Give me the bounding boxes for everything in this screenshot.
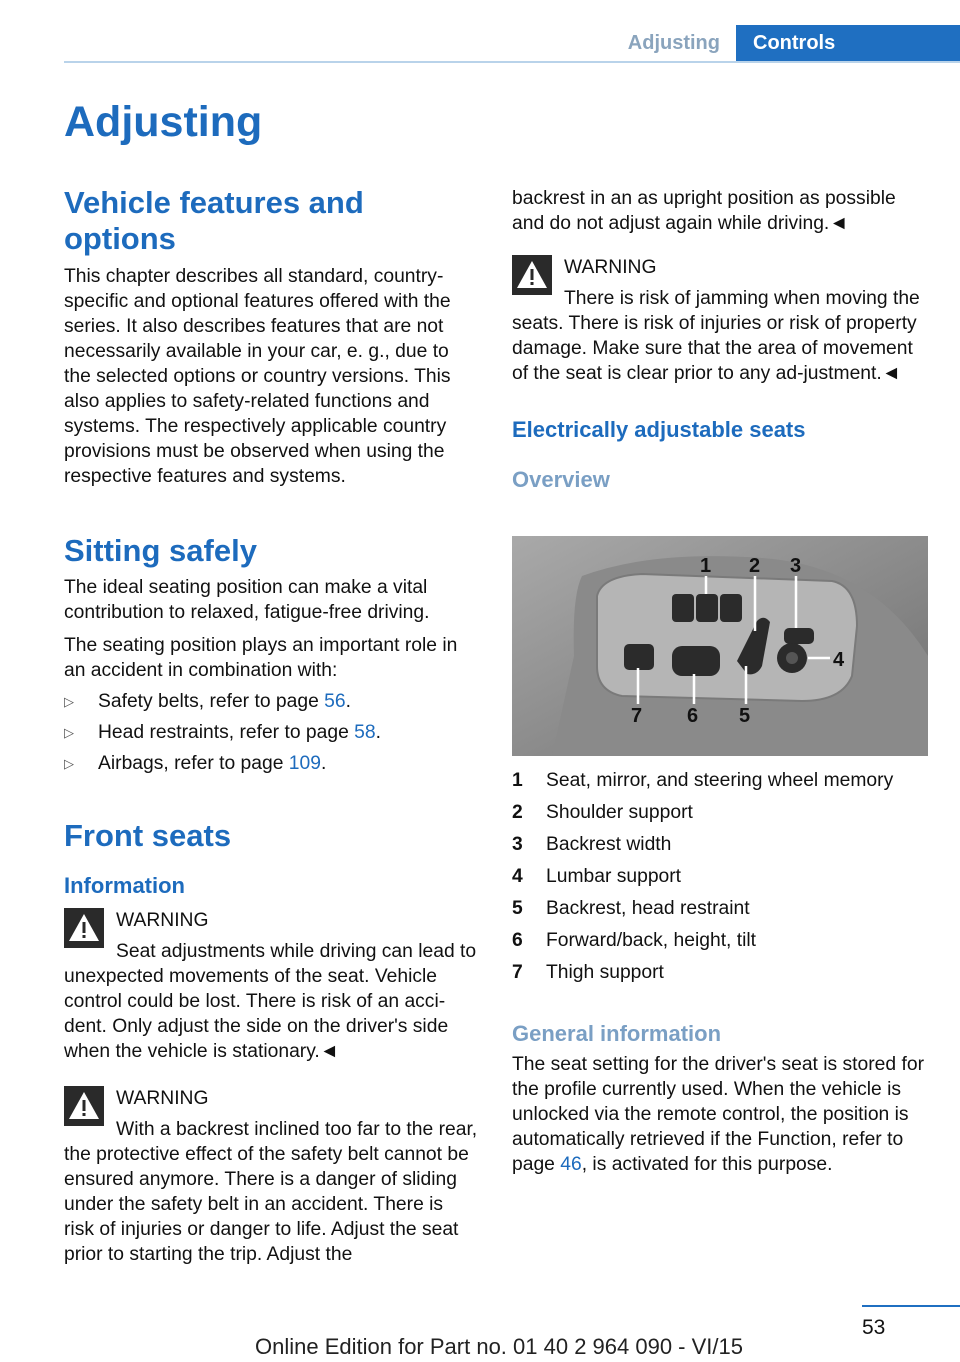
legend-text: Backrest width bbox=[546, 834, 672, 855]
list-item bbox=[512, 896, 932, 928]
warning-triangle-icon bbox=[64, 1086, 104, 1126]
page-link[interactable]: 46 bbox=[560, 1154, 582, 1175]
legend-text: Seat, mirror, and steering wheel memory bbox=[546, 770, 894, 791]
bullet-triangle-icon: ▷ bbox=[64, 694, 74, 709]
callout-5: 5 bbox=[739, 705, 751, 727]
footer-edition: Online Edition for Part no. 01 40 2 964 090 - VI/15 bbox=[255, 1334, 743, 1359]
warning-text: Seat adjustments while driving can lead to unexpected movements of the seat. Vehicle control could be lost. There is risk of an acci-dent. Only adjust the side on the driver's side when the vehicle is stationary.◄ bbox=[64, 941, 477, 1062]
information-heading: Information bbox=[64, 873, 185, 898]
callout-3: 3 bbox=[790, 555, 802, 577]
warning-label: WARNING bbox=[116, 1088, 209, 1109]
list-item: ▷ Airbags, refer to page 109. bbox=[64, 753, 327, 774]
legend-number: 1 bbox=[512, 770, 523, 791]
list-item bbox=[512, 768, 932, 800]
callout-6: 6 bbox=[687, 705, 699, 727]
bullet-triangle-icon: ▷ bbox=[64, 725, 74, 740]
warning-label: WARNING bbox=[564, 257, 657, 278]
vehicle-features-heading: Vehicle features and options bbox=[64, 185, 364, 256]
footer-rule bbox=[862, 1305, 960, 1307]
general-text-before: The seat setting for the driver's seat is stored for the profile currently used. When the vehicle is unlocked via the remote control, the position is automatically retrieved if the Function, refer to page bbox=[512, 1054, 924, 1175]
bullet-text: Safety belts, refer to page bbox=[98, 691, 325, 712]
warning-label: WARNING bbox=[116, 910, 209, 931]
legend-number: 4 bbox=[512, 866, 523, 887]
legend-text: Lumbar support bbox=[546, 866, 682, 887]
callout-1: 1 bbox=[700, 555, 712, 577]
warning-block-2 bbox=[64, 1086, 478, 1267]
legend-text: Backrest, head restraint bbox=[546, 898, 750, 919]
callout-4: 4 bbox=[833, 649, 845, 671]
general-information-body bbox=[512, 1052, 926, 1177]
overview-heading: Overview bbox=[512, 467, 610, 492]
warning-text: There is risk of jamming when moving the seats. There is risk of injuries or risk of property damage. Make sure that the area of movement of the seat is clear prior to any ad-justment.◄ bbox=[512, 288, 920, 384]
legend-number: 5 bbox=[512, 898, 523, 919]
continuation-text: backrest in an as upright position as possible and do not adjust again while driving.◄ bbox=[512, 188, 896, 234]
left-column bbox=[64, 185, 478, 1267]
page-title: Adjusting bbox=[64, 98, 263, 146]
callout-7: 7 bbox=[631, 705, 643, 727]
warning-triangle-icon bbox=[512, 255, 552, 295]
sitting-safely-heading: Sitting safely bbox=[64, 533, 257, 568]
seat-controls-figure bbox=[512, 536, 928, 756]
list-item: ▷ Head restraints, refer to page 58. bbox=[64, 722, 381, 743]
list-item bbox=[512, 928, 932, 960]
warning-block-1 bbox=[64, 908, 478, 1064]
warning-triangle-icon bbox=[64, 908, 104, 948]
list-item bbox=[512, 864, 932, 896]
list-item bbox=[512, 832, 932, 864]
bullet-text: Head restraints, refer to page bbox=[98, 722, 355, 743]
legend-number: 7 bbox=[512, 962, 523, 983]
vehicle-features-body: This chapter describes all standard, country-specific and optional features offered with the series. It also describes features that are not necessarily available in your car, e. g., due to the selected options or country versions. This also applies to safety-related functions and systems. The respectively applicable country provisions must be observed when using the respective features and systems. bbox=[64, 266, 451, 487]
bullet-triangle-icon: ▷ bbox=[64, 756, 74, 771]
header-rule bbox=[64, 61, 960, 63]
general-information-section bbox=[512, 1020, 926, 1177]
sitting-safely-list bbox=[64, 689, 478, 776]
callout-2: 2 bbox=[749, 555, 761, 577]
legend-number: 6 bbox=[512, 930, 523, 951]
list-item bbox=[512, 800, 932, 832]
general-information-heading: General information bbox=[512, 1021, 722, 1046]
list-item: ▷ Safety belts, refer to page 56. bbox=[64, 691, 351, 712]
legend-text: Shoulder support bbox=[546, 802, 693, 823]
page-link[interactable]: 58 bbox=[354, 722, 376, 743]
legend-text: Thigh support bbox=[546, 962, 664, 983]
page-link[interactable]: 109 bbox=[288, 753, 321, 774]
right-column bbox=[512, 186, 926, 494]
sitting-safely-p1: The ideal seating position can make a vital contribution to relaxed, fatigue-free driving. bbox=[64, 577, 430, 623]
page-link[interactable]: 56 bbox=[324, 691, 346, 712]
page-number: 53 bbox=[862, 1316, 886, 1339]
warning-text: With a backrest inclined too far to the rear, the protective effect of the safety belt cannot be ensured anymore. There is a danger of sliding under the safety belt in an accident. There is risk of injuries or danger to life. Adjust the seat prior to starting the trip. Adjust the bbox=[64, 1119, 478, 1265]
warning-block-3 bbox=[512, 255, 926, 386]
legend-number: 3 bbox=[512, 834, 523, 855]
bullet-text: Airbags, refer to page bbox=[98, 753, 289, 774]
header-chapter-tab: Controls bbox=[736, 25, 960, 62]
legend-number: 2 bbox=[512, 802, 523, 823]
front-seats-heading: Front seats bbox=[64, 818, 232, 853]
general-text-after: , is activated for this purpose. bbox=[581, 1154, 833, 1175]
legend-text: Forward/back, height, tilt bbox=[546, 930, 757, 951]
figure-legend bbox=[512, 768, 932, 992]
header-section-label: Adjusting bbox=[627, 32, 720, 54]
electric-seats-heading: Electrically adjustable seats bbox=[512, 417, 806, 442]
sitting-safely-p2: The seating position plays an important role in an accident in combination with: bbox=[64, 635, 458, 681]
list-item bbox=[512, 960, 932, 992]
